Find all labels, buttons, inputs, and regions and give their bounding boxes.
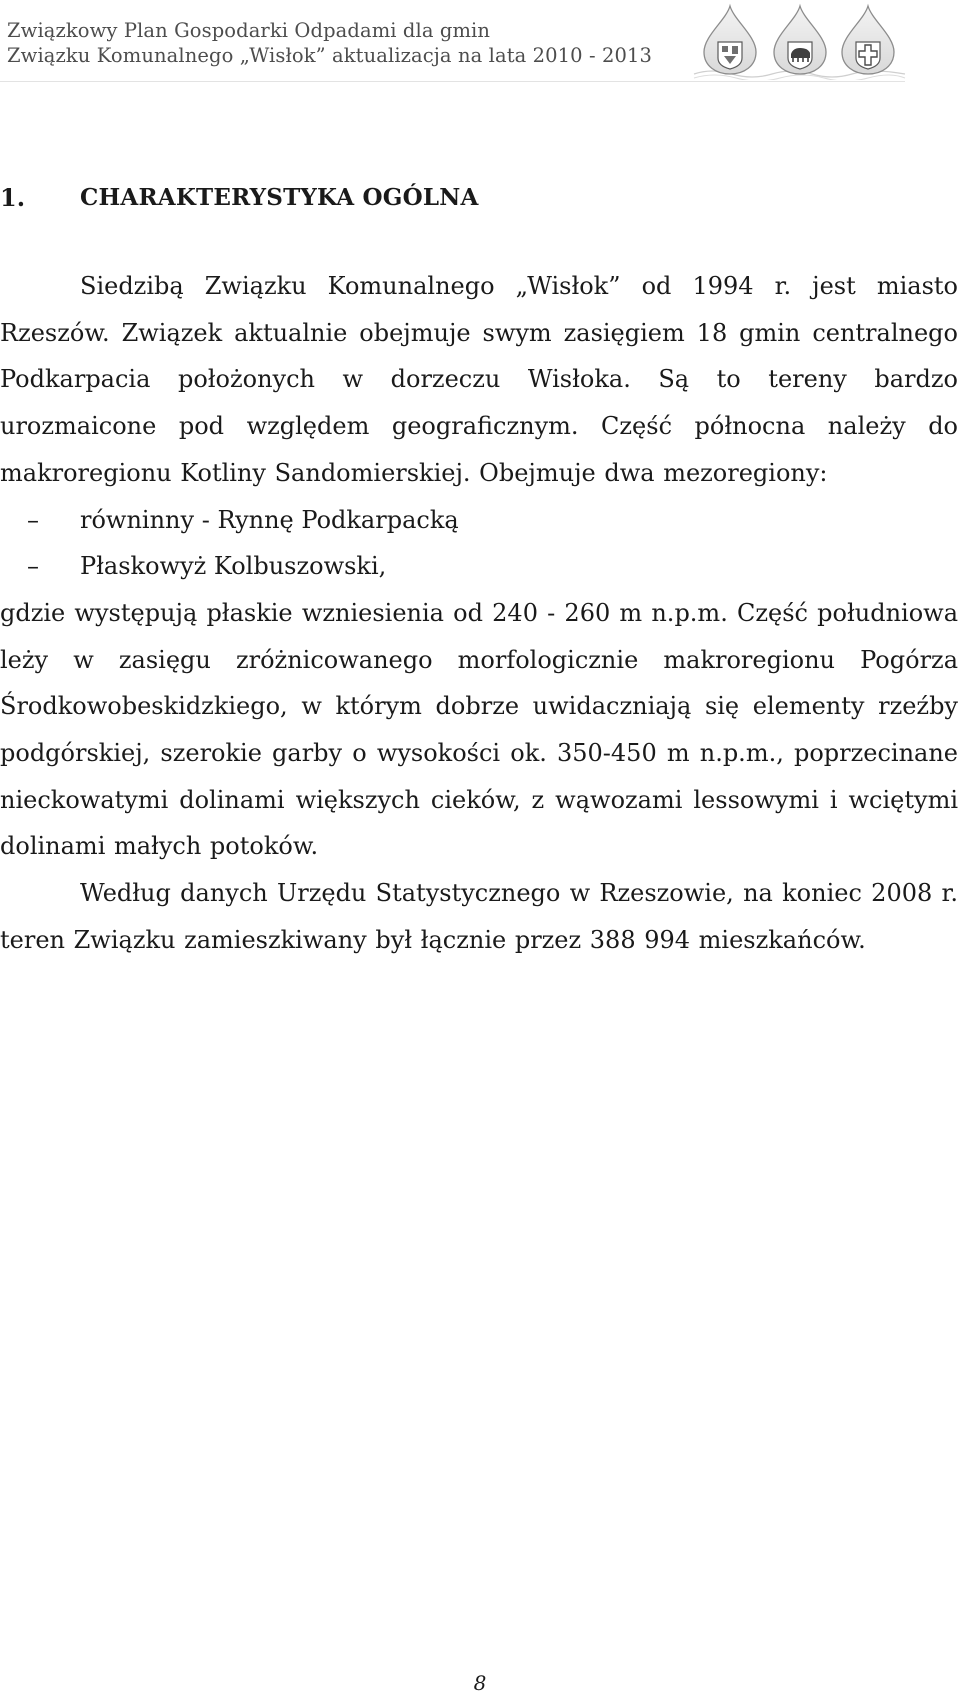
page-header	[0, 0, 905, 84]
header-divider	[0, 81, 905, 82]
page-number-text: 8	[473, 1671, 487, 1695]
section-heading	[0, 175, 958, 221]
coat-of-arms-icon	[842, 6, 894, 74]
section-number: 1.	[0, 183, 26, 212]
section-title: CHARAKTERYSTYKA OGÓLNA	[80, 184, 479, 211]
paragraph-3: Według danych Urzędu Statystycznego w Rzeszowie, na koniec 2008 r. teren Związku zamieszkiwany był łącznie przez 388 994 mieszkańców.	[0, 879, 958, 954]
document-body	[0, 175, 958, 964]
coat-of-arms-logos	[692, 2, 907, 80]
coat-of-arms-icon	[774, 6, 826, 74]
header-title-line-1: Związkowy Plan Gospodarki Odpadami dla gmin	[7, 19, 491, 42]
header-title	[7, 18, 652, 68]
paragraph-1: Siedzibą Związku Komunalnego „Wisłok” od 1994 r. jest miasto Rzeszów. Związek aktualnie obejmuje swym zasięgiem 18 gmin centralnego Podkarpacia położonych w dorzeczu Wisłoka. Są to tereny bardzo urozmaicone pod względem geograficznym. Część północna należy do makroregionu Kotliny Sandomierskiej. Obejmuje dwa mezoregiony:	[0, 272, 958, 487]
mezoregion-list	[0, 497, 958, 590]
paragraph-2: gdzie występują płaskie wzniesienia od 240 - 260 m n.p.m. Część południowa leży w zasięgu zróżnicowanego morfologicznie makroregionu Pogórza Środkowobeskidzkiego, w którym dobrze uwidaczniają się elementy rzeźby podgórskiej, szerokie garby o wysokości ok. 350-450 m n.p.m., poprzecinane nieckowatymi dolinami większych cieków, z wąwozami lessowymi i wciętymi dolinami małych potoków.	[0, 598, 958, 861]
page-number	[0, 1671, 960, 1695]
header-title-line-2: Związku Komunalnego „Wisłok” aktualizacja na lata 2010 - 2013	[7, 44, 652, 67]
list-item-text: Płaskowyż Kolbuszowski,	[80, 552, 387, 581]
list-item	[0, 543, 958, 590]
list-bullet: –	[27, 552, 39, 581]
list-item	[0, 497, 958, 544]
coat-of-arms-icon	[704, 6, 756, 74]
list-item-text: równinny - Rynnę Podkarpacką	[80, 505, 459, 534]
list-bullet: –	[27, 505, 39, 534]
